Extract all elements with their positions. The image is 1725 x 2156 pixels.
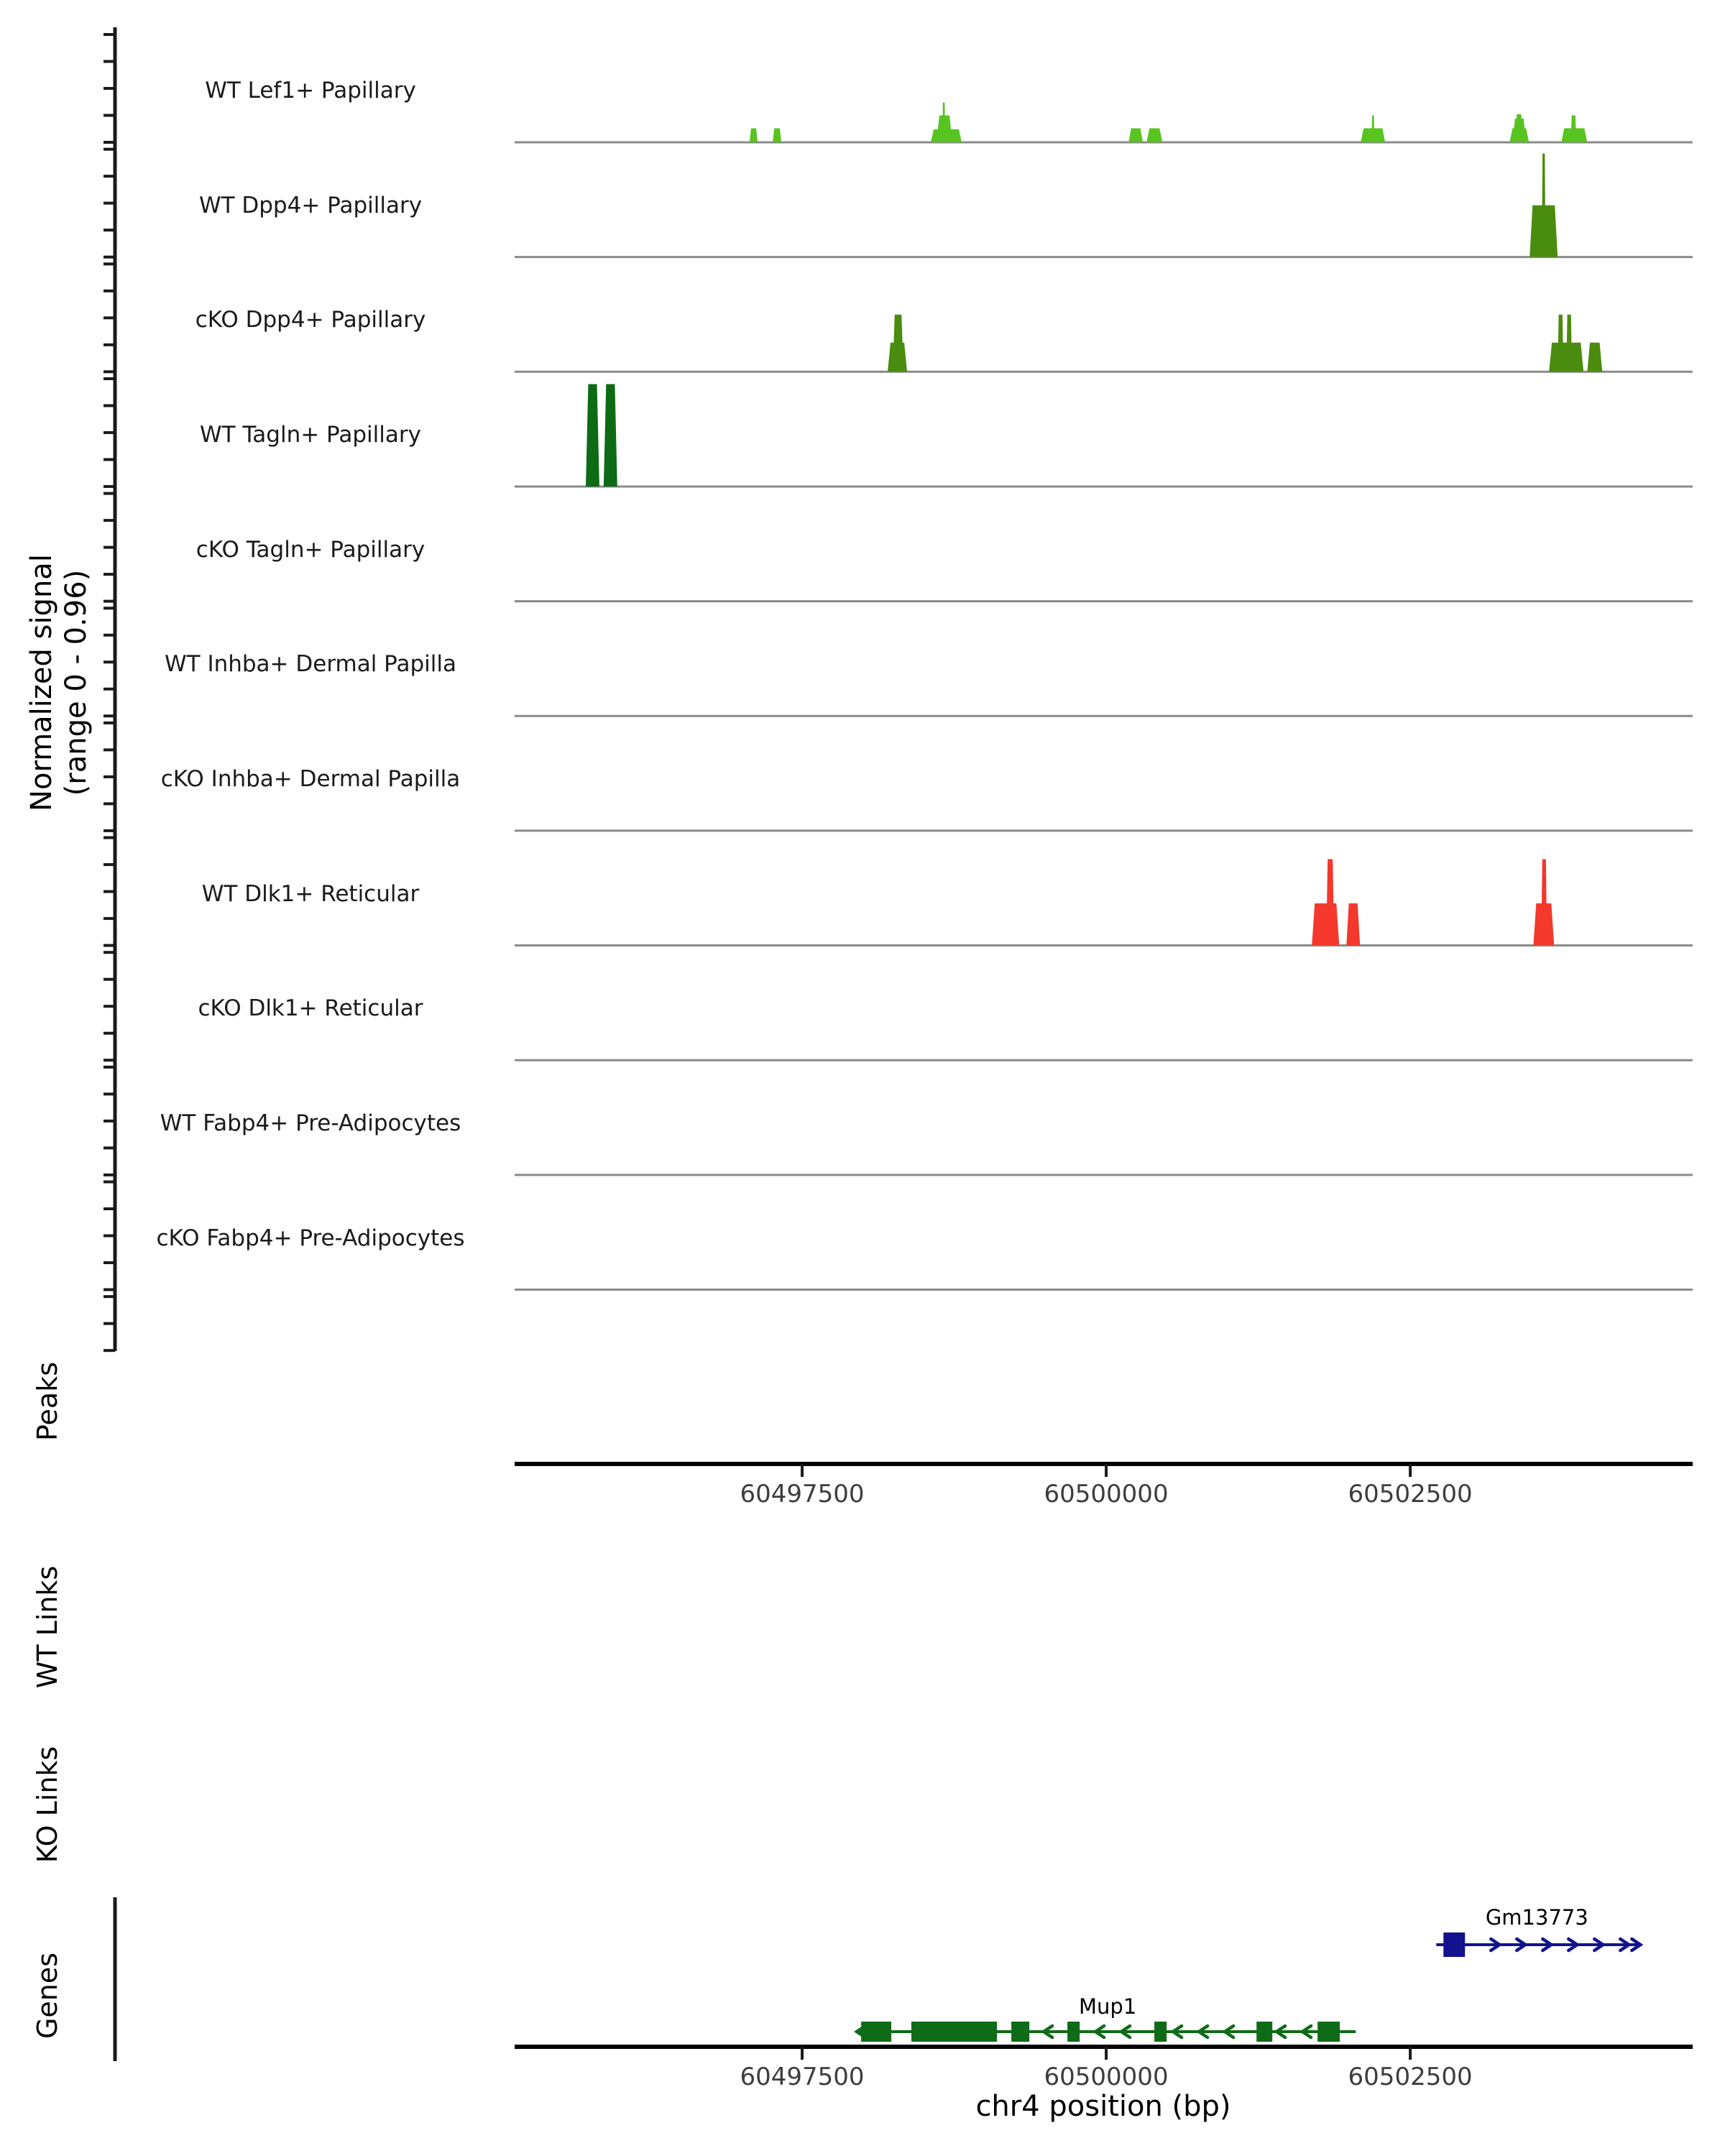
track-label: WT Inhba+ Dermal Papilla <box>165 651 456 678</box>
position-ruler-tick-label: 60500000 <box>1044 2063 1169 2091</box>
signal-peak <box>1587 343 1602 372</box>
signal-peak <box>773 129 781 143</box>
section-label-ko-links: KO Links <box>32 1746 63 1864</box>
gene-exon <box>1317 2022 1340 2042</box>
gene-exon <box>911 2022 997 2042</box>
signal-peak <box>750 129 758 143</box>
gene-exon <box>1256 2022 1272 2042</box>
position-ruler-tick-label: 60502500 <box>1348 2063 1473 2091</box>
peaks-ruler-tick-label: 60497500 <box>740 1480 865 1508</box>
signal-peak <box>1542 154 1545 257</box>
gene-exon <box>1443 1932 1465 1957</box>
section-label-peaks: Peaks <box>32 1361 63 1442</box>
gene-exon <box>1011 2022 1029 2042</box>
signal-peak <box>1570 116 1576 143</box>
signal-peak <box>893 315 903 372</box>
gene-label: Mup1 <box>1079 1994 1137 2019</box>
track-label: cKO Dpp4+ Papillary <box>195 307 426 333</box>
signal-peak <box>586 384 599 487</box>
track-label: WT Dlk1+ Reticular <box>201 880 420 907</box>
track-label: WT Lef1+ Papillary <box>205 78 416 103</box>
section-label-genes: Genes <box>32 1952 63 2040</box>
signal-peak <box>1566 315 1572 372</box>
peaks-ruler-tick-label: 60502500 <box>1348 1480 1473 1508</box>
track-label: WT Fabp4+ Pre-Adipocytes <box>160 1110 461 1136</box>
signal-peak <box>942 103 945 143</box>
signal-peak <box>604 384 617 487</box>
y-axis-label-line1: Normalized signal <box>25 554 58 811</box>
signal-peak <box>1312 903 1339 946</box>
position-ruler-tick-label: 60497500 <box>740 2063 865 2091</box>
track-label: WT Tagln+ Papillary <box>200 421 421 448</box>
signal-peak <box>1371 116 1374 143</box>
signal-peak <box>1549 343 1583 372</box>
signal-peak <box>1346 903 1360 946</box>
peaks-ruler-tick-label: 60500000 <box>1044 1480 1169 1508</box>
y-axis-label-line2: (range 0 - 0.96) <box>60 569 93 796</box>
track-label: cKO Inhba+ Dermal Papilla <box>160 765 461 792</box>
track-label: WT Dpp4+ Papillary <box>198 192 423 218</box>
section-label-wt-links: WT Links <box>32 1565 63 1689</box>
gene-label: Gm13773 <box>1485 1905 1588 1930</box>
signal-peak <box>1515 114 1522 142</box>
signal-peak <box>1128 129 1143 143</box>
gene-exon <box>1154 2022 1167 2042</box>
signal-peak <box>1558 315 1563 372</box>
gene-exon <box>1067 2022 1080 2042</box>
track-label: cKO Fabp4+ Pre-Adipocytes <box>156 1225 465 1251</box>
track-label: cKO Tagln+ Papillary <box>196 536 426 563</box>
signal-peak <box>1541 860 1547 946</box>
x-axis-label: chr4 position (bp) <box>975 2090 1231 2123</box>
signal-peak <box>1146 129 1162 143</box>
signal-peak <box>1326 860 1334 946</box>
track-label: cKO Dlk1+ Reticular <box>198 995 423 1022</box>
